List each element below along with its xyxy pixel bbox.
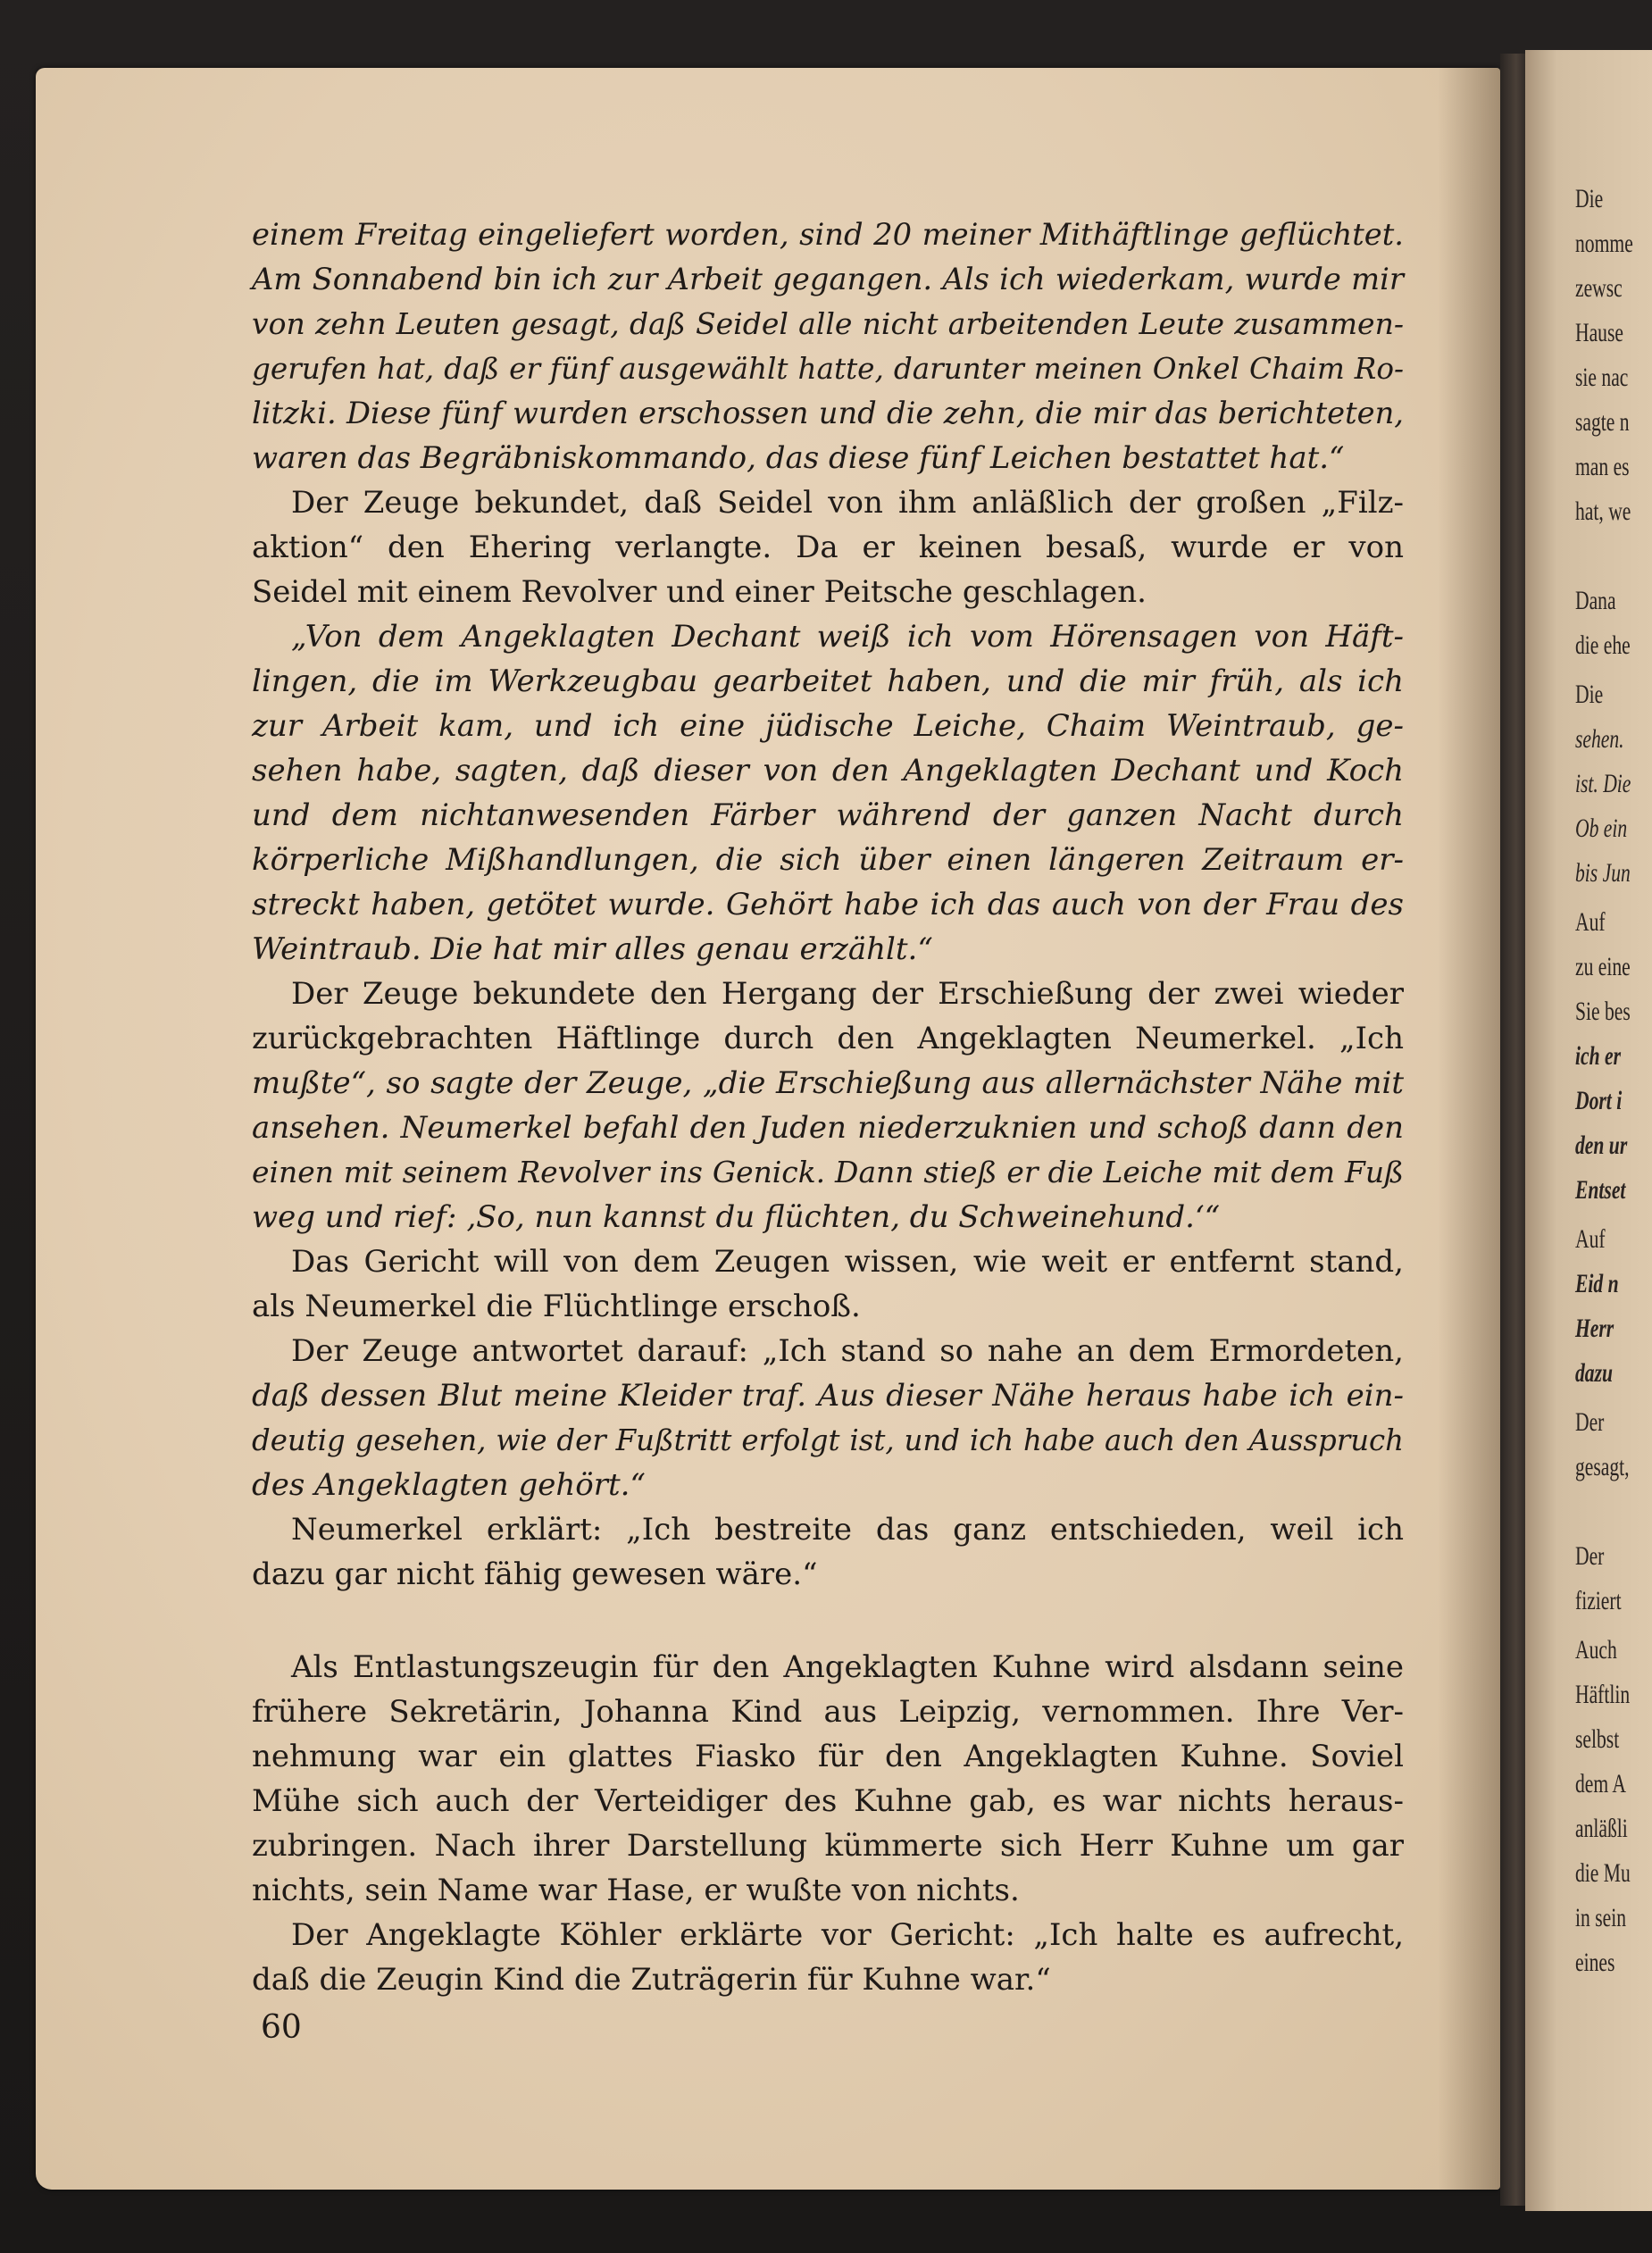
- text-line: und dem nichtanwesenden Färber während der ganzen Nacht durch: [252, 797, 1404, 833]
- text-line: Der Zeuge bekundet, daß Seidel von ihm anläßlich der großen „Filz-: [291, 485, 1404, 521]
- text-line: gerufen hat, daß er fünf ausgewählt hatte, darunter meinen Onkel Chaim Ro-: [252, 352, 1404, 386]
- facing-line: Häftlin: [1575, 1680, 1631, 1709]
- facing-line: eines: [1575, 1948, 1615, 1977]
- text-line: waren das Begräbniskommando, das diese fünf Leichen bestattet hat.“: [252, 440, 1345, 476]
- text-line: daß die Zeugin Kind die Zuträgerin für Kuhne war.“: [252, 1962, 1051, 1998]
- text-line: zubringen. Nach ihrer Darstellung kümmerte sich Herr Kuhne um gar: [252, 1828, 1404, 1864]
- facing-line: selbst: [1575, 1724, 1620, 1754]
- text-line: zur Arbeit kam, und ich eine jüdische Leiche, Chaim Weintraub, ge-: [252, 708, 1404, 744]
- text-line: Der Angeklagte Köhler erklärte vor Gericht: „Ich halte es aufrecht,: [291, 1917, 1404, 1953]
- facing-line: sagte n: [1575, 407, 1630, 437]
- page-body-text: [252, 213, 1404, 2002]
- facing-line: Entset: [1575, 1175, 1626, 1205]
- book-gutter: [1500, 54, 1527, 2206]
- text-line: deutig gesehen, wie der Fußtritt erfolgt ist, und ich habe auch den Ausspruch: [252, 1423, 1404, 1457]
- text-line: Seidel mit einem Revolver und einer Peitsche geschlagen.: [252, 574, 1147, 610]
- facing-line: man es: [1575, 452, 1630, 481]
- text-line: nehmung war ein glattes Fiasko für den Angeklagten Kuhne. Soviel: [252, 1739, 1404, 1774]
- text-line: körperliche Mißhandlungen, die sich über einen längeren Zeitraum er-: [252, 842, 1404, 878]
- facing-line: Auf: [1575, 907, 1606, 937]
- text-line: frühere Sekretärin, Johanna Kind aus Leipzig, vernommen. Ihre Ver-: [252, 1694, 1404, 1730]
- facing-line: Die: [1575, 680, 1604, 709]
- text-line: mußte“, so sagte der Zeuge, „die Erschießung aus allernächster Nähe mit: [252, 1065, 1404, 1101]
- text-line: Der Zeuge antwortet darauf: „Ich stand so nahe an dem Ermordeten,: [291, 1333, 1404, 1369]
- text-line: aktion“ den Ehering verlangte. Da er keinen besaß, wurde er von: [252, 530, 1404, 565]
- facing-line: in sein: [1575, 1903, 1627, 1932]
- facing-line: Dort i: [1575, 1086, 1623, 1115]
- text-line: nichts, sein Name war Hase, er wußte von nichts.: [252, 1873, 1020, 1908]
- text-line: Am Sonnabend bin ich zur Arbeit gegangen. Als ich wiederkam, wurde mir: [252, 262, 1404, 296]
- facing-line: Auch: [1575, 1635, 1617, 1665]
- facing-line: zu eine: [1575, 952, 1631, 981]
- facing-line: die ehe: [1575, 630, 1631, 660]
- facing-line: ich er: [1575, 1041, 1621, 1071]
- facing-line: dem A: [1575, 1769, 1627, 1798]
- text-line: Der Zeuge bekundete den Hergang der Erschießung der zwei wieder: [291, 976, 1404, 1012]
- text-line: weg und rief: ‚So, nun kannst du flüchten, du Schweinehund.‘“: [252, 1199, 1221, 1235]
- text-line: zurückgebrachten Häftlinge durch den Angeklagten Neumerkel. „Ich: [252, 1021, 1404, 1056]
- facing-line: dazu: [1575, 1358, 1614, 1388]
- paragraph-gap: [252, 1597, 1404, 1645]
- text-line: Das Gericht will von dem Zeugen wissen, wie weit er entfernt stand,: [291, 1244, 1404, 1280]
- facing-line: ist. Die: [1575, 769, 1631, 798]
- facing-line: Der: [1575, 1541, 1605, 1571]
- facing-line: den ur: [1575, 1131, 1628, 1160]
- facing-line: die Mu: [1575, 1858, 1631, 1888]
- book-page-right-partial: [1525, 50, 1652, 2211]
- facing-line: hat, we: [1575, 496, 1631, 526]
- text-line: sehen habe, sagten, daß dieser von den Angeklagten Dechant und Koch: [252, 753, 1404, 789]
- facing-line: sie nac: [1575, 363, 1629, 392]
- facing-line: zewsc: [1575, 273, 1623, 303]
- facing-line: Der: [1575, 1407, 1605, 1437]
- text-line: des Angeklagten gehört.“: [252, 1467, 646, 1503]
- text-line: lingen, die im Werkzeugbau gearbeitet haben, und die mir früh, als ich: [252, 663, 1404, 699]
- text-line: Als Entlastungszeugin für den Angeklagten Kuhne wird alsdann seine: [291, 1649, 1404, 1685]
- facing-line: bis Jun: [1575, 858, 1631, 888]
- facing-line: nomme: [1575, 229, 1633, 258]
- text-line: als Neumerkel die Flüchtlinge erschoß.: [252, 1289, 861, 1324]
- facing-line: gesagt,: [1575, 1452, 1630, 1481]
- facing-line: anläßli: [1575, 1814, 1628, 1843]
- text-line: einem Freitag eingeliefert worden, sind 20 meiner Mithäftlinge geflüchtet.: [252, 217, 1404, 252]
- facing-line: Hause: [1575, 318, 1623, 347]
- facing-line: Ob ein: [1575, 814, 1628, 843]
- facing-line: Auf: [1575, 1224, 1606, 1254]
- text-line: Neumerkel erklärt: „Ich bestreite das ganz entschieden, weil ich: [291, 1512, 1404, 1548]
- text-line: Weintraub. Die hat mir alles genau erzählt.“: [252, 931, 933, 967]
- text-line: daß dessen Blut meine Kleider traf. Aus dieser Nähe heraus habe ich ein-: [252, 1378, 1404, 1414]
- text-line: von zehn Leuten gesagt, daß Seidel alle nicht arbeitenden Leute zusammen-: [252, 306, 1404, 341]
- text-line: litzki. Diese fünf wurden erschossen und die zehn, die mir das berichteten,: [252, 396, 1404, 430]
- facing-line: sehen.: [1575, 724, 1624, 754]
- page-number: 60: [261, 2009, 302, 2046]
- facing-line: fiziert: [1575, 1586, 1622, 1615]
- facing-line: Eid n: [1575, 1269, 1619, 1298]
- facing-line: Die: [1575, 184, 1604, 213]
- text-line: einen mit seinem Revolver ins Genick. Dann stieß er die Leiche mit dem Fuß: [252, 1155, 1404, 1189]
- text-line: Mühe sich auch der Verteidiger des Kuhne gab, es war nichts heraus-: [252, 1783, 1404, 1819]
- facing-line: Dana: [1575, 586, 1616, 615]
- facing-line: Sie bes: [1575, 997, 1631, 1026]
- facing-line: Herr: [1575, 1314, 1614, 1343]
- text-line: ansehen. Neumerkel befahl den Juden niederzuknien und schoß dann den: [252, 1110, 1404, 1146]
- text-line: „Von dem Angeklagten Dechant weiß ich vom Hörensagen von Häft-: [291, 619, 1404, 655]
- text-line: streckt haben, getötet wurde. Gehört habe ich das auch von der Frau des: [252, 887, 1404, 922]
- text-line: dazu gar nicht fähig gewesen wäre.“: [252, 1556, 818, 1592]
